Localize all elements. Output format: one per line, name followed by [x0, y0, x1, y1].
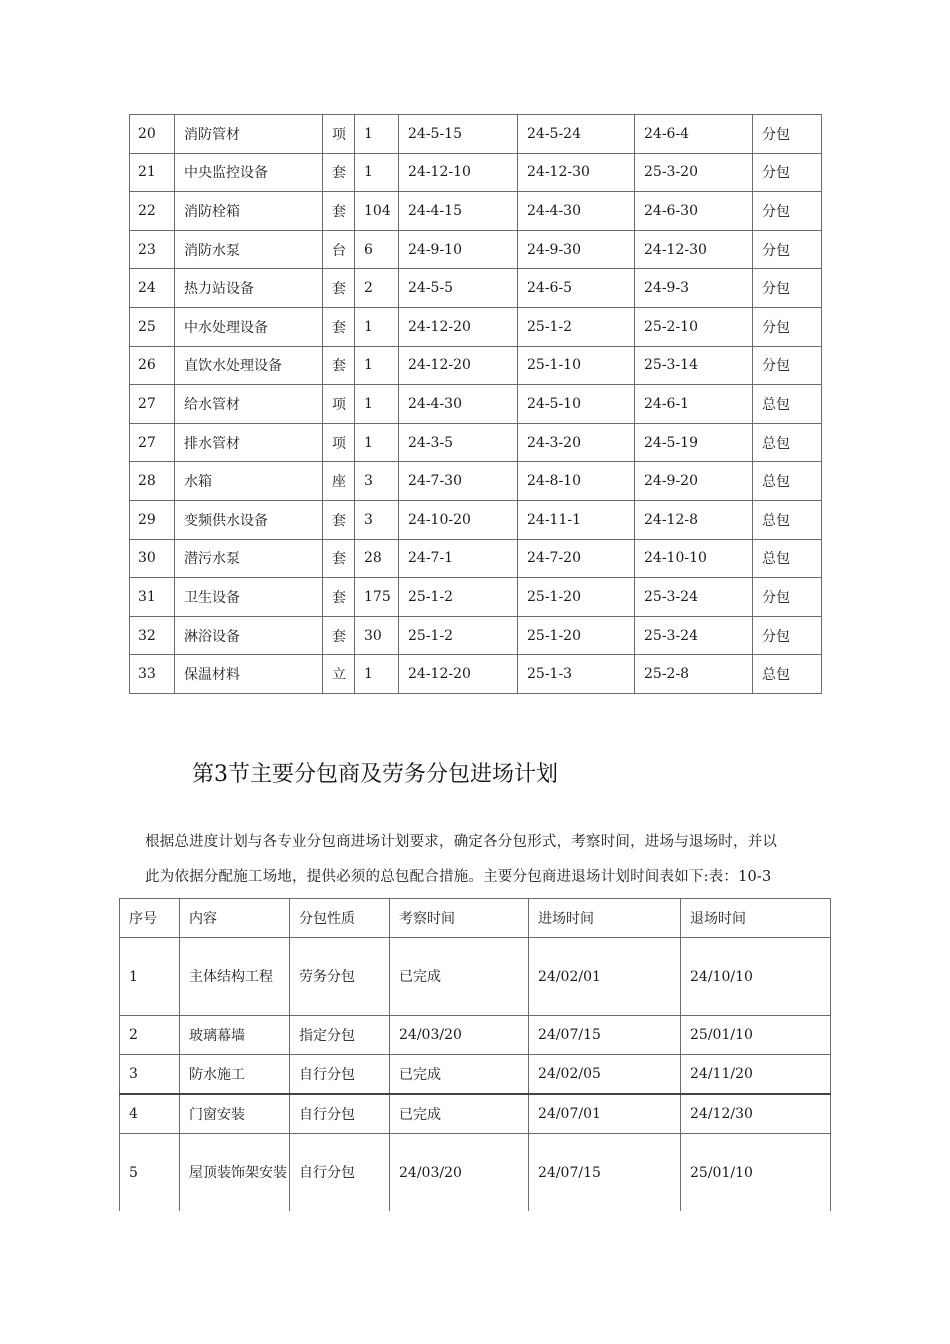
- table-cell: 25-3-24: [635, 578, 753, 617]
- table-cell: 25/01/10: [681, 1134, 831, 1212]
- table-cell: 29: [130, 500, 175, 539]
- table-cell: 1: [355, 655, 399, 694]
- table-row: [130, 616, 822, 655]
- table-cell: 套: [323, 269, 355, 308]
- table-cell: 24/11/20: [681, 1055, 831, 1095]
- table-cell: 24-6-4: [635, 115, 753, 154]
- header-cell: 分包性质: [290, 899, 390, 938]
- table-cell: 1: [355, 346, 399, 385]
- table-cell: 分包: [753, 578, 822, 617]
- table-cell: 24-10-20: [399, 500, 518, 539]
- table-cell: 24-7-1: [399, 539, 518, 578]
- table-row: [130, 385, 822, 424]
- table-cell: 28: [130, 462, 175, 501]
- table-cell: 项: [323, 115, 355, 154]
- table-cell: 24-3-5: [399, 423, 518, 462]
- section-heading: 第3节主要分包商及劳务分包进场计划: [192, 762, 558, 787]
- table-cell: 23: [130, 230, 175, 269]
- table-cell: 24/02/05: [529, 1055, 681, 1095]
- table-row: [130, 153, 822, 192]
- table-cell: 6: [355, 230, 399, 269]
- table-cell: 套: [323, 500, 355, 539]
- table-cell: 变频供水设备: [175, 500, 323, 539]
- table-cell: 25/01/10: [681, 1016, 831, 1055]
- table-cell: 总包: [753, 655, 822, 694]
- header-cell: 序号: [120, 899, 180, 938]
- table-cell: 24/07/15: [529, 1016, 681, 1055]
- table-cell: 中央监控设备: [175, 153, 323, 192]
- table-cell: 24-8-10: [518, 462, 635, 501]
- table-cell: 分包: [753, 616, 822, 655]
- table-cell: 套: [323, 578, 355, 617]
- table-cell: 24: [130, 269, 175, 308]
- table-cell: 24-5-15: [399, 115, 518, 154]
- table-cell: 套: [323, 616, 355, 655]
- table-cell: 27: [130, 423, 175, 462]
- table-cell: 消防水泵: [175, 230, 323, 269]
- table-cell: 24/03/20: [390, 1016, 529, 1055]
- table-cell: 套: [323, 539, 355, 578]
- table-cell: 已完成: [390, 1055, 529, 1095]
- table-cell: 33: [130, 655, 175, 694]
- table-cell: 30: [355, 616, 399, 655]
- table-cell: 自行分包: [290, 1134, 390, 1212]
- table-cell: 24-12-10: [399, 153, 518, 192]
- table-cell: 项: [323, 423, 355, 462]
- table-cell: 24/12/30: [681, 1094, 831, 1134]
- table-cell: 已完成: [390, 1094, 529, 1134]
- table-cell: 3: [355, 500, 399, 539]
- table-cell: 22: [130, 192, 175, 231]
- table-cell: 27: [130, 385, 175, 424]
- table-cell: 104: [355, 192, 399, 231]
- table-cell: 25: [130, 307, 175, 346]
- table-cell: 套: [323, 192, 355, 231]
- table-cell: 分包: [753, 307, 822, 346]
- table-cell: 30: [130, 539, 175, 578]
- table-cell: 24-5-19: [635, 423, 753, 462]
- table-cell: 25-1-10: [518, 346, 635, 385]
- table-row: [120, 1134, 831, 1212]
- paragraph-line: 根据总进度计划与各专业分包商进场计划要求，确定各分包形式，考察时间，进场与退场时，并以: [145, 834, 778, 850]
- table-cell: 分包: [753, 346, 822, 385]
- table-cell: 24-7-30: [399, 462, 518, 501]
- table-row: [130, 423, 822, 462]
- table-cell: 3: [355, 462, 399, 501]
- header-cell: 内容: [180, 899, 290, 938]
- table-cell: 24-10-10: [635, 539, 753, 578]
- table-cell: 排水管材: [175, 423, 323, 462]
- header-cell: 退场时间: [681, 899, 831, 938]
- material-schedule-table: [129, 114, 822, 694]
- table-header-row: [120, 899, 831, 938]
- paragraph-line: 此为依据分配施工场地，提供必须的总包配合措施。主要分包商进退场计划时间表如下:表：10-3: [145, 869, 772, 885]
- table-row: [120, 1016, 831, 1055]
- table-cell: 21: [130, 153, 175, 192]
- table-cell: 消防管材: [175, 115, 323, 154]
- table-cell: 24-7-20: [518, 539, 635, 578]
- table-cell: 指定分包: [290, 1016, 390, 1055]
- table-cell: 25-2-10: [635, 307, 753, 346]
- table-cell: 总包: [753, 539, 822, 578]
- table-cell: 24-6-30: [635, 192, 753, 231]
- table-row: [130, 269, 822, 308]
- table-cell: 台: [323, 230, 355, 269]
- table-cell: 25-1-2: [399, 616, 518, 655]
- table-cell: 2: [355, 269, 399, 308]
- table-cell: 25-1-2: [518, 307, 635, 346]
- table-cell: 24-12-8: [635, 500, 753, 539]
- table-cell: 24-9-3: [635, 269, 753, 308]
- table-cell: 1: [120, 938, 180, 1016]
- table-row: [130, 230, 822, 269]
- table-cell: 总包: [753, 462, 822, 501]
- table-cell: 水箱: [175, 462, 323, 501]
- table-cell: 分包: [753, 153, 822, 192]
- table-row: [130, 192, 822, 231]
- table-cell: 24-9-10: [399, 230, 518, 269]
- table-cell: 32: [130, 616, 175, 655]
- table-cell: 屋顶装饰架安装: [180, 1134, 290, 1212]
- table-cell: 25-1-20: [518, 616, 635, 655]
- table-cell: 24-12-30: [518, 153, 635, 192]
- table-cell: 分包: [753, 192, 822, 231]
- table-cell: 分包: [753, 230, 822, 269]
- table-cell: 24-12-30: [635, 230, 753, 269]
- table-cell: 24/10/10: [681, 938, 831, 1016]
- table-cell: 套: [323, 307, 355, 346]
- table-cell: 1: [355, 115, 399, 154]
- table-cell: 3: [120, 1055, 180, 1095]
- table-cell: 自行分包: [290, 1094, 390, 1134]
- table-row: [130, 500, 822, 539]
- table-cell: 主体结构工程: [180, 938, 290, 1016]
- table-cell: 24/03/20: [390, 1134, 529, 1212]
- table-cell: 1: [355, 307, 399, 346]
- table-cell: 总包: [753, 500, 822, 539]
- table-cell: 25-3-24: [635, 616, 753, 655]
- table-cell: 保温材料: [175, 655, 323, 694]
- table-cell: 175: [355, 578, 399, 617]
- table-row: [120, 1055, 831, 1095]
- table-row: [120, 1094, 831, 1134]
- table-cell: 24-12-20: [399, 655, 518, 694]
- table-cell: 25-1-2: [399, 578, 518, 617]
- table-cell: 门窗安装: [180, 1094, 290, 1134]
- table-row: [130, 307, 822, 346]
- header-cell: 考察时间: [390, 899, 529, 938]
- table-row: [120, 938, 831, 1016]
- table-cell: 直饮水处理设备: [175, 346, 323, 385]
- table-cell: 1: [355, 385, 399, 424]
- table-cell: 24-3-20: [518, 423, 635, 462]
- table-cell: 中水处理设备: [175, 307, 323, 346]
- table-cell: 28: [355, 539, 399, 578]
- table-cell: 24-5-10: [518, 385, 635, 424]
- table-cell: 25-1-20: [518, 578, 635, 617]
- table-cell: 25-3-14: [635, 346, 753, 385]
- table-cell: 淋浴设备: [175, 616, 323, 655]
- table-row: [130, 655, 822, 694]
- table-cell: 24-11-1: [518, 500, 635, 539]
- table-cell: 套: [323, 346, 355, 385]
- table-cell: 24-6-1: [635, 385, 753, 424]
- header-cell: 进场时间: [529, 899, 681, 938]
- table-cell: 25-2-8: [635, 655, 753, 694]
- table-cell: 25-1-3: [518, 655, 635, 694]
- table-cell: 24/07/01: [529, 1094, 681, 1134]
- table-cell: 24-9-20: [635, 462, 753, 501]
- table-cell: 2: [120, 1016, 180, 1055]
- table-cell: 20: [130, 115, 175, 154]
- table-cell: 24-6-5: [518, 269, 635, 308]
- table-cell: 劳务分包: [290, 938, 390, 1016]
- table-cell: 26: [130, 346, 175, 385]
- table-cell: 套: [323, 153, 355, 192]
- table-cell: 24-5-5: [399, 269, 518, 308]
- table-cell: 立: [323, 655, 355, 694]
- table-cell: 1: [355, 423, 399, 462]
- table-cell: 24-12-20: [399, 346, 518, 385]
- table-cell: 消防栓箱: [175, 192, 323, 231]
- table-row: [130, 578, 822, 617]
- table-cell: 5: [120, 1134, 180, 1212]
- table-cell: 25-3-20: [635, 153, 753, 192]
- table-cell: 防水施工: [180, 1055, 290, 1095]
- table-cell: 31: [130, 578, 175, 617]
- table-cell: 潜污水泵: [175, 539, 323, 578]
- table-cell: 已完成: [390, 938, 529, 1016]
- table-cell: 给水管材: [175, 385, 323, 424]
- table-cell: 热力站设备: [175, 269, 323, 308]
- table-cell: 24-5-24: [518, 115, 635, 154]
- table-cell: 分包: [753, 269, 822, 308]
- table-cell: 卫生设备: [175, 578, 323, 617]
- table-row: [130, 346, 822, 385]
- table-cell: 总包: [753, 385, 822, 424]
- table-cell: 自行分包: [290, 1055, 390, 1095]
- table-cell: 分包: [753, 115, 822, 154]
- table-cell: 总包: [753, 423, 822, 462]
- table-cell: 项: [323, 385, 355, 424]
- table-cell: 24/02/01: [529, 938, 681, 1016]
- table-cell: 1: [355, 153, 399, 192]
- table-cell: 24-9-30: [518, 230, 635, 269]
- table-cell: 24-12-20: [399, 307, 518, 346]
- table-cell: 24-4-15: [399, 192, 518, 231]
- table-row: [130, 115, 822, 154]
- table-cell: 24-4-30: [518, 192, 635, 231]
- table-cell: 4: [120, 1094, 180, 1134]
- table-cell: 24/07/15: [529, 1134, 681, 1212]
- table-cell: 座: [323, 462, 355, 501]
- table-row: [130, 462, 822, 501]
- subcontractor-schedule-table: [119, 898, 831, 1211]
- section-paragraph: [145, 825, 835, 895]
- table-cell: 24-4-30: [399, 385, 518, 424]
- table-cell: 玻璃幕墙: [180, 1016, 290, 1055]
- table-row: [130, 539, 822, 578]
